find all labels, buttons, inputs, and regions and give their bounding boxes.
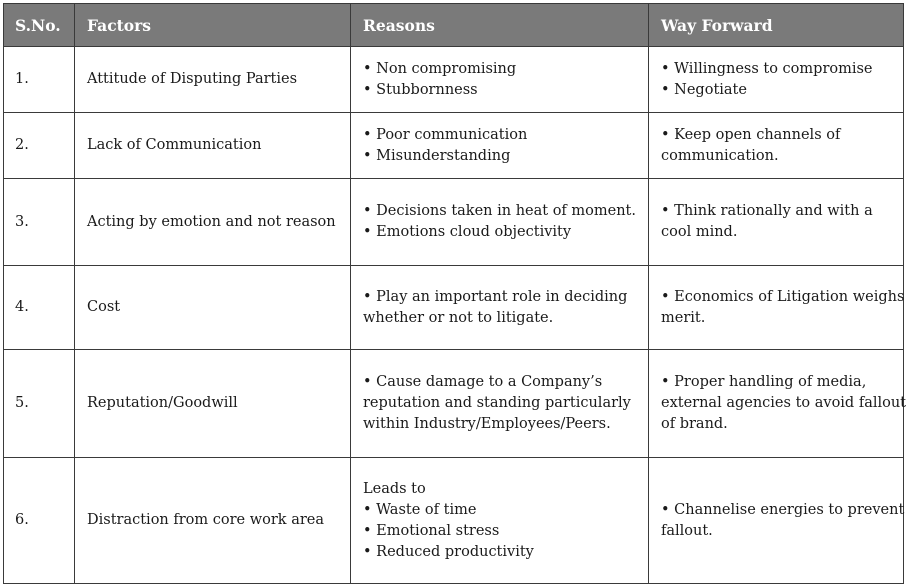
way-forward-line: • Channelise energies to prevent bbox=[661, 501, 905, 518]
factors-table bbox=[3, 3, 904, 584]
row-number: 2. bbox=[4, 113, 75, 179]
reason-line: • Cause damage to a Company’s bbox=[363, 374, 603, 390]
factor-cell: Attitude of Disputing Parties bbox=[75, 47, 351, 113]
reason-line: • Emotional stress bbox=[363, 522, 500, 539]
factor-cell: Acting by emotion and not reason bbox=[75, 179, 351, 266]
table-row bbox=[4, 113, 904, 179]
table-row bbox=[4, 179, 904, 266]
reasons-cell bbox=[351, 458, 649, 584]
reason-line: reputation and standing particularly bbox=[363, 395, 631, 411]
reasons-cell bbox=[351, 350, 649, 458]
reasons-cell bbox=[351, 266, 649, 350]
reason-line: • Decisions taken in heat of moment. bbox=[363, 203, 636, 219]
factor-cell: Lack of Communication bbox=[75, 113, 351, 179]
way-forward-line: of brand. bbox=[661, 416, 728, 432]
row-number: 1. bbox=[4, 47, 75, 113]
factors-table-container bbox=[3, 3, 904, 584]
way-forward-line: • Proper handling of media, bbox=[661, 374, 867, 390]
reason-line: Leads to bbox=[363, 480, 426, 497]
way-forward-cell bbox=[649, 350, 904, 458]
reason-line: • Emotions cloud objectivity bbox=[363, 224, 572, 240]
factor-cell: Cost bbox=[75, 266, 351, 350]
way-forward-line: • Negotiate bbox=[661, 81, 747, 98]
reason-line: • Non compromising bbox=[363, 60, 517, 77]
reason-line: within Industry/Employees/Peers. bbox=[363, 416, 611, 432]
factor-cell: Distraction from core work area bbox=[75, 458, 351, 584]
way-forward-line: • Think rationally and with a bbox=[661, 203, 873, 219]
way-forward-line: cool mind. bbox=[661, 224, 738, 240]
way-forward-cell bbox=[649, 47, 904, 113]
header-sno: S.No. bbox=[4, 4, 75, 47]
way-forward-line: external agencies to avoid fallout bbox=[661, 395, 906, 411]
table-row bbox=[4, 458, 904, 584]
reason-line: • Stubbornness bbox=[363, 81, 478, 98]
reason-line: • Waste of time bbox=[363, 501, 477, 518]
table-row bbox=[4, 266, 904, 350]
way-forward-cell bbox=[649, 458, 904, 584]
way-forward-cell bbox=[649, 113, 904, 179]
way-forward-line: • Keep open channels of bbox=[661, 126, 841, 143]
way-forward-line: fallout. bbox=[661, 522, 713, 539]
header-way-forward: Way Forward bbox=[649, 4, 904, 47]
factor-cell: Reputation/Goodwill bbox=[75, 350, 351, 458]
row-number: 6. bbox=[4, 458, 75, 584]
way-forward-line: • Economics of Litigation weighs bbox=[661, 288, 905, 305]
reason-line: whether or not to litigate. bbox=[363, 309, 554, 326]
reason-line: • Poor communication bbox=[363, 126, 528, 143]
row-number: 4. bbox=[4, 266, 75, 350]
reason-line: • Play an important role in deciding bbox=[363, 288, 628, 305]
table-row bbox=[4, 47, 904, 113]
row-number: 3. bbox=[4, 179, 75, 266]
reasons-cell bbox=[351, 179, 649, 266]
reason-line: • Misunderstanding bbox=[363, 147, 511, 164]
table-row bbox=[4, 350, 904, 458]
way-forward-line: • Willingness to compromise bbox=[661, 60, 873, 77]
header-reasons: Reasons bbox=[351, 4, 649, 47]
reasons-cell bbox=[351, 113, 649, 179]
way-forward-line: merit. bbox=[661, 309, 706, 326]
reasons-cell bbox=[351, 47, 649, 113]
way-forward-line: communication. bbox=[661, 147, 779, 164]
way-forward-cell bbox=[649, 179, 904, 266]
header-factors: Factors bbox=[75, 4, 351, 47]
way-forward-cell bbox=[649, 266, 904, 350]
row-number: 5. bbox=[4, 350, 75, 458]
table-header-row bbox=[4, 4, 904, 47]
reason-line: • Reduced productivity bbox=[363, 543, 534, 560]
